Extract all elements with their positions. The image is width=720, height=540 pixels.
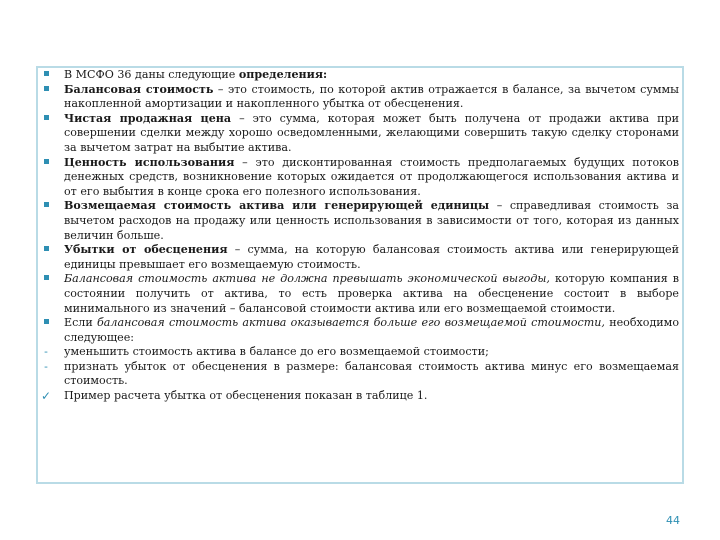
text-segment: – это дисконтированная стоимость предполагаемых будущих потоков денежных средств, возникновение которых ожидается от продолжающегося использования актива и от его выбытия в конце срока его полезного использования. xyxy=(64,155,679,198)
text-segment: необходимо следующее: xyxy=(64,316,679,344)
list-item xyxy=(39,68,679,83)
square-bullet-icon xyxy=(39,68,53,83)
list-item xyxy=(39,345,679,360)
dash-bullet-icon: - xyxy=(44,345,48,359)
list-item xyxy=(39,272,679,316)
definitions-list xyxy=(39,68,679,404)
page-number: 44 xyxy=(666,514,680,527)
text-segment: уменьшить стоимость актива в балансе до его возмещаемой стоимости; xyxy=(64,345,489,359)
square-bullet-icon xyxy=(39,243,53,258)
text-segment: признать убыток от обесценения в размере: балансовая стоимость актива минус его возмещаемая стоимость. xyxy=(64,359,679,388)
text-segment: которую компания в состоянии получить от актива, то есть проверка актива на обесценение состоит в выборе минимального из значений – балансовой стоимости актива или его возмещаемой стоимости. xyxy=(64,272,680,315)
text-segment: – это сумма, которая может быть получена от продажи актива при совершении сделки между хорошо осведомленными, желающими совершить такую сделку сторонами за вычетом затрат на выбытие актива. xyxy=(64,111,679,154)
list-item xyxy=(39,112,679,156)
list-item xyxy=(39,199,679,243)
text-segment: В МСФО 36 даны следующие xyxy=(64,68,239,81)
square-bullet-icon xyxy=(39,83,53,98)
text-segment: Пример расчета убытка от обесценения показан в таблице 1. xyxy=(64,389,428,403)
top-band xyxy=(0,0,720,46)
list-item xyxy=(39,83,679,112)
dash-bullet-icon: - xyxy=(44,359,48,373)
text-segment: Если xyxy=(64,316,98,330)
term-bold: Ценность использования xyxy=(64,155,235,169)
text-italic: балансовая стоимость актива оказывается больше его возмещаемой стоимости, xyxy=(97,316,605,330)
text-segment: – сумма, на которую балансовая стоимость актива или генерирующей единицы превышает его возмещаемую стоимость. xyxy=(64,243,679,271)
list-item xyxy=(39,360,679,389)
term-bold: Возмещаемая стоимость актива или генерирующей единицы xyxy=(64,199,490,213)
square-bullet-icon xyxy=(39,112,53,127)
list-item xyxy=(39,316,679,345)
term-bold: Убытки от обесценения xyxy=(64,243,228,257)
list-item xyxy=(39,243,679,272)
term-bold: Чистая продажная цена xyxy=(64,111,232,125)
square-bullet-icon xyxy=(39,156,53,171)
text-segment: – справедливая стоимость за вычетом расходов на продажу или ценность использования в зависимости от того, которая из данных величин больше. xyxy=(64,199,679,242)
text-segment: – это стоимость, по которой актив отражается в балансе, за вычетом суммы накопленной амортизации и накопленного убытка от обесценения. xyxy=(64,82,679,111)
square-bullet-icon xyxy=(39,316,53,331)
list-item xyxy=(39,156,679,200)
checkmark-icon: ✓ xyxy=(40,389,52,404)
square-bullet-icon xyxy=(39,272,53,287)
list-item xyxy=(39,389,679,404)
term-bold: Балансовая стоимость xyxy=(64,82,214,96)
square-bullet-icon xyxy=(39,199,53,214)
term-bold: определения: xyxy=(238,68,328,81)
text-italic: Балансовая стоимость актива не должна превышать экономической выгоды, xyxy=(64,272,550,286)
